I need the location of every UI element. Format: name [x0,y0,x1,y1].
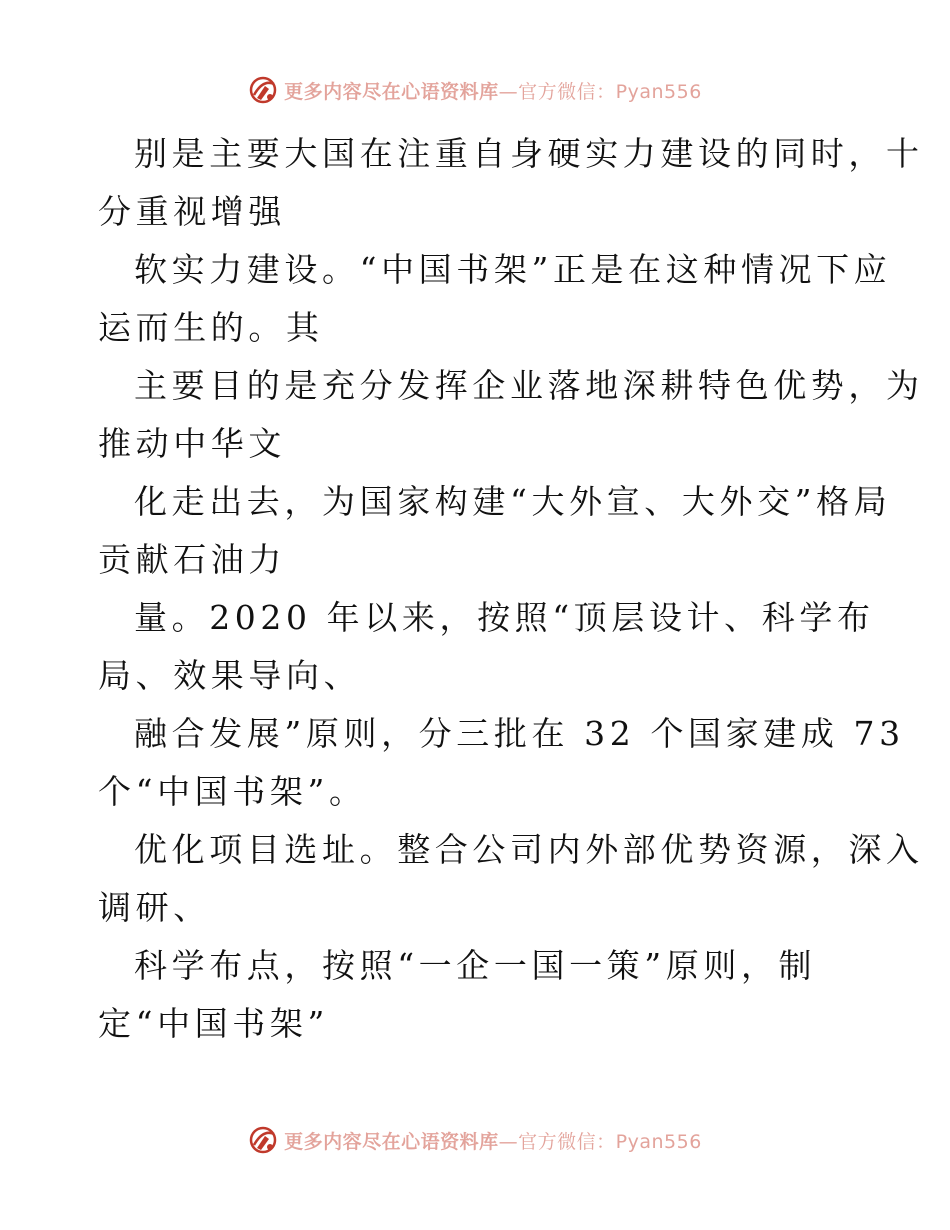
text-line: 化走出去，为国家构建“大外宣、大外交”格局 [134,482,892,521]
footer-wechat: 官方微信：Pyan556 [518,1130,702,1153]
text-line: 运而生的。其 [98,308,324,347]
logo-icon [248,1125,278,1155]
text-line: 贡献石油力 [98,540,286,579]
text-line: 分重视增强 [98,192,286,231]
header-site-name: 更多内容尽在心语资料库 [284,80,499,103]
footer-site-name: 更多内容尽在心语资料库 [284,1130,499,1153]
text-line: 软实力建设。“中国书架”正是在这种情况下应 [134,250,892,289]
header-text [284,77,702,104]
document-body [98,125,924,1053]
text-line: 优化项目选址。整合公司内外部优势资源，深入 [134,830,924,869]
logo-icon [248,75,278,105]
text-line: 个“中国书架”。 [98,772,367,811]
text-line: 科学布点，按照“一企一国一策”原则，制 [134,946,817,985]
text-line: 定“中国书架” [98,1004,329,1043]
footer-banner [0,1120,950,1160]
footer-separator: — [498,1130,519,1153]
text-line: 主要目的是充分发挥企业落地深耕特色优势，为 [134,366,924,405]
text-line: 别是主要大国在注重自身硬实力建设的同时，十 [134,134,924,173]
text-line: 量。2020 年以来，按照“顶层设计、科学布 [134,598,875,637]
header-wechat: 官方微信：Pyan556 [518,80,702,103]
text-line: 融合发展”原则，分三批在 32 个国家建成 73 [134,714,905,753]
footer-text [284,1127,702,1154]
text-line: 局、效果导向、 [98,656,362,695]
header-separator: — [498,80,519,103]
text-line: 推动中华文 [98,424,286,463]
text-line: 调研、 [98,888,211,927]
header-banner [0,70,950,110]
